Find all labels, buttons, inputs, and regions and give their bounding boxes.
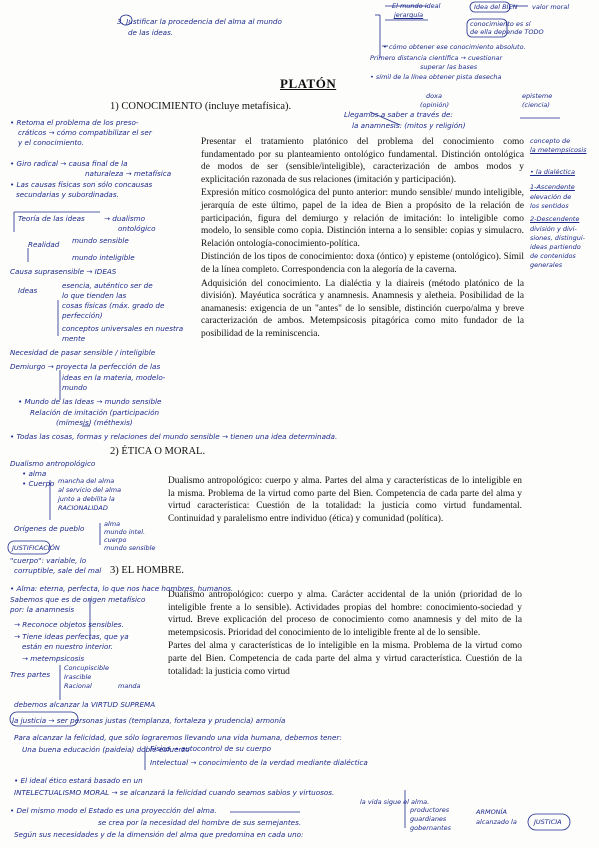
- note-top-right: El mundo ideal: [392, 2, 441, 10]
- page-title: PLATÓN: [280, 76, 337, 91]
- label-doxa: doxa: [426, 92, 442, 100]
- paragraph: Partes del alma y características de lo inteligible en la misma. Problema de la virtud como parte del Bien. Competencia de cada parte del alma y virtud característica. Cuestión de la totalidad: la justicia como virtud: [168, 641, 522, 677]
- note-top-left-2: de las ideas.: [128, 28, 174, 37]
- note-top-left-1: 3. Justificar la procedencia del alma al mundo: [117, 17, 282, 26]
- section-heading-etica: 2) ÉTICA O MORAL.: [110, 446, 206, 457]
- section-body-etica: [168, 475, 522, 526]
- section-heading-hombre: 3) EL HOMBRE.: [110, 565, 184, 576]
- note-anamnesis-1: Llegamos a saber a través de:: [344, 110, 453, 119]
- paragraph: Dualismo antropológico: cuerpo y alma. Carácter accidental de la unión (prioridad de lo inteligible frente a lo sensible). Actividades propias del hombre: conocimiento-sociedad y virtud. Breve explicación del proceso de conocimiento como anamnesis y del mito de la metempsicosis. Prioridad del conocimiento de lo inteligible frente al de lo sensible.: [168, 590, 522, 638]
- paragraph: Presentar el tratamiento platónico del problema del conocimiento como fundamentado por su planteamiento ontológico fundamental. Distinción ontológica de modos de ser (sensible/inteligible), caracterización de ambos modos y explicitación razonada de sus relaciones (imitación y participación).: [201, 137, 524, 185]
- label-episteme: episteme: [522, 92, 553, 100]
- page: 3. Justificar la procedencia del alma al mundo de las ideas. El mundo ideal jerarquía Idea del BIEN valor moral conocimiento es sí de ella depende TODO • cómo obtener ese conocimiento absoluto. Primero distancia científica → cuestionar superar las bases • símil de la línea obtener pista desecha PLATÓN doxa (opinión) episteme (ciencia) Llegamos a saber a través de: la anamnesis: (mitos y religión) 1) CONOCIMIENTO (incluye metafísica). Presentar el tratamiento platónico del problema del conocimiento como fundamentado por su planteamiento ontológico fundamental. Distinción ontológica de modos de ser (sensible/inteligible), caracterización de ambos modos y explicitación razonada de sus relaciones (imitación y participación). Expresión mítico cosmológica del punto anterior: mundo sensible/ mundo inteligible, jerarquía de este último, papel de la idea de Bien a propósito de la relación de participación, figura del demiurgo y relación de imitación: lo inteligible como modelo, lo sensible como copia. Distinción interna a lo sensible: copias y simulacro. Relación ontología-conocimiento-política. Distinción de los tipos de conocimiento: doxa (óntico) y episteme (ontológico). Símil de la línea completo. Correspondencia con la alegoría de la caverna. Adquisición del conocimiento. La dialéctia y la diaireis (método platónico de la división). Mayéutica socrática y anamnesis. Anamnesis y aletheia. Posibilidad de la anamanesis: exigencia de un "antes" de lo sensible, distinción cuerpo/alma y breve caracterización de ambos. Metempsicosis pitagórica como mito fundador de la posibilidad de la reminiscencia. concepto de la metempsicosis • la dialéctica 1-Ascendente elevación de los sentidos 2-Descendente división y divi- siones, distingui- ideas partiendo de contenidos generales • Retoma el problema de los preso- cráticos → cómo compatibilizar el ser y el conocimiento. • Giro radical → causa final de la naturaleza → metafísica • Las causas físicas son sólo concausas secundarias y subordinadas. Teoría de las ideas → dualismo ontológico Realidad mundo sensible mundo inteligible Causa suprasensible → IDEAS Ideas esencia, auténtico ser de lo que tienden las cosas físicas (máx. grado de perfección) conceptos universales en nuestra mente Necesidad de pasar sensible / inteligible Demiurgo → proyecta la perfección de las ideas en la materia, modelo- mundo • Mundo de las Ideas → mundo sensible Relación de imitación (participación (mímesis) (méthexis) • Todas las cosas, formas y relaciones del mundo sensible → tienen una idea determinada. 2) ÉTICA O MORAL. Dualismo antropológico: cuerpo y alma. Partes del alma y características de lo inteligible en la misma. Problema de la virtud como parte del Bien. Competencia de cada parte del alma y virtud característica: Cuestión de la totalidad: la justicia como virtud fundamental. Continuidad y paralelismo entre individuo (ética) y comunidad (política). Dualismo antropológico • alma • Cuerpo mancha del alma al servicio del alma junto a debilita la RACIONALIDAD Orígenes de pueblo alma mundo intel. cuerpo mundo sensible JUSTIFICACIÓN 3) EL HOMBRE. Dualismo antropológico: cuerpo y alma. Carácter accidental de la unión (prioridad de lo inteligible frente a lo sensible). Actividades propias del hombre: conocimiento-sociedad y virtud. Breve explicación del proceso de conocimiento como anamnesis y del mito de la metempsicosis. Prioridad del conocimiento de lo inteligible frente al de lo sensible. Partes del alma y características de lo inteligible en la misma. Problema de la virtud como parte del Bien. Competencia de cada parte del alma y virtud característica. Cuestión de la totalidad: la justicia como virtud "cuerpo": variable, lo corruptible, sale del mal • Alma: eterna, perfecta, lo que nos hace hombres, humanos. Sabemos que es de origen metafísico por: la anamnesis → Reconoce objetos sensibles. → Tiene ideas perfectas, que ya están en nuestro interior. → metempsicosis Tres partes Concupiscible Irascible Racional manda debemos alcanzar la VIRTUD SUPREMA la justicia → ser personas justas (templanza, fortaleza y prudencia) armonía Para alcanzar la felicidad, que sólo lograremos llevando una vida humana, debemos tener: Una buena educación (paideia) doble esfuerzo Físico → autocontrol de su cuerpo Intelectual → conocimiento de la verdad mediante dialéctica • El ideal ético estará basado en un INTELECTUALISMO MORAL → se alcanzará la felicidad cuando seamos sabios y virtuosos. la vida sigue el alma. • Del mismo modo el Estado es una proyección del alma. se crea por la necesidad del hombre de sus semejantes. Según sus necesidades y de la dimensión del alma que predomina en cada uno: productores guardianes gobernantes ARMONÍA alcanzado la JUSTICIA: [0, 0, 599, 848]
- paragraph: Adquisición del conocimiento. La dialéctia y la diaireis (método platónico de la división). Mayéutica socrática y anamnesis. Anamnesis y aletheia. Posibilidad de la anamanesis: exigencia de un "antes" de lo sensible, distinción cuerpo/alma y breve caracterización de ambos. Metempsicosis pitagórica como mito fundador de la posibilidad de la reminiscencia.: [201, 278, 524, 339]
- section-body-hombre: [168, 589, 522, 679]
- paragraph: Distinción de los tipos de conocimiento: doxa (óntico) y episteme (ontológico). Símil de la línea completo. Correspondencia con la alegoría de la caverna.: [201, 252, 524, 275]
- section-body-conocimiento: [201, 136, 524, 342]
- paragraph: Expresión mítico cosmológica del punto anterior: mundo sensible/ mundo inteligible, jerarquía de este último, papel de la idea de Bien a propósito de la relación de participación, figura del demiurgo y relación de imitación: lo inteligible como modelo, lo sensible como copia. Distinción interna a lo sensible: copias y simulacro. Relación ontología-conocimiento-política.: [201, 188, 524, 249]
- section-heading-conocimiento: 1) CONOCIMIENTO (incluye metafísica).: [110, 101, 292, 112]
- paragraph: Dualismo antropológico: cuerpo y alma. Partes del alma y características de lo inteligible en la misma. Problema de la virtud como parte del Bien. Competencia de cada parte del alma y virtud característica: Cuestión de la totalidad: la justicia como virtud fundamental. Continuidad y paralelismo entre individuo (ética) y comunidad (política).: [168, 476, 522, 524]
- note-anamnesis-2: la anamnesis: (mitos y religión): [352, 121, 466, 130]
